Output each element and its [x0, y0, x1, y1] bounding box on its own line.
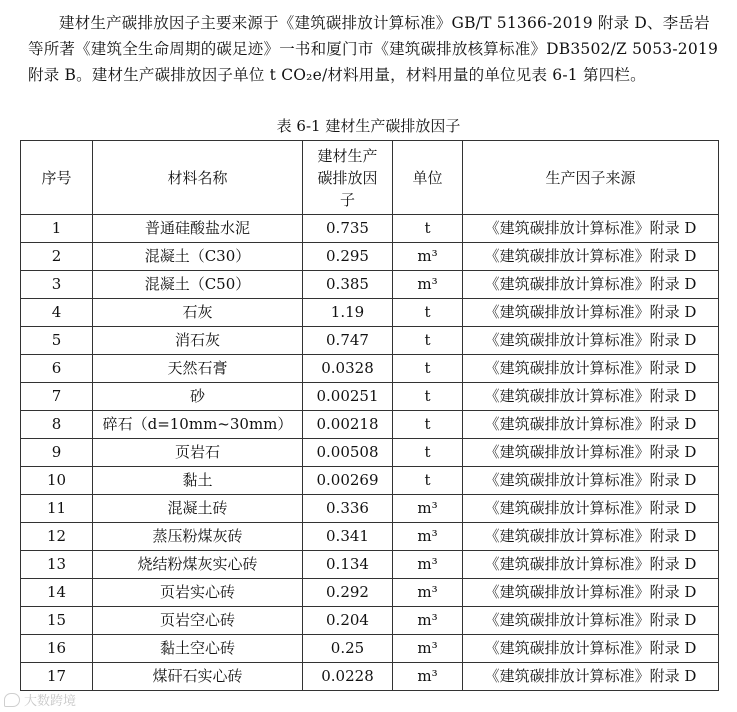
cell-unit: t: [393, 439, 463, 467]
table-header-row: [21, 141, 719, 215]
cell-index: 12: [21, 523, 93, 551]
cell-material: 混凝土砖: [93, 495, 303, 523]
cell-unit: m³: [393, 551, 463, 579]
cell-index: 3: [21, 271, 93, 299]
cell-source: 《建筑碳排放计算标准》附录 D: [463, 467, 719, 495]
cell-material: 蒸压粉煤灰砖: [93, 523, 303, 551]
cell-factor: 0.00269: [303, 467, 393, 495]
cell-material: 消石灰: [93, 327, 303, 355]
cell-factor: 0.385: [303, 271, 393, 299]
cell-index: 7: [21, 383, 93, 411]
cell-factor: 0.00218: [303, 411, 393, 439]
cell-factor: 0.341: [303, 523, 393, 551]
cell-unit: m³: [393, 635, 463, 663]
table-row: [21, 551, 719, 579]
cell-index: 10: [21, 467, 93, 495]
cell-material: 烧结粉煤灰实心砖: [93, 551, 303, 579]
cell-index: 15: [21, 607, 93, 635]
cell-factor: 0.0328: [303, 355, 393, 383]
cell-unit: m³: [393, 607, 463, 635]
cell-source: 《建筑碳排放计算标准》附录 D: [463, 411, 719, 439]
cell-unit: t: [393, 299, 463, 327]
cell-index: 9: [21, 439, 93, 467]
cell-unit: m³: [393, 663, 463, 691]
cell-factor: 0.204: [303, 607, 393, 635]
cell-source: 《建筑碳排放计算标准》附录 D: [463, 551, 719, 579]
table-row: [21, 523, 719, 551]
cell-material: 煤矸石实心砖: [93, 663, 303, 691]
cell-material: 石灰: [93, 299, 303, 327]
table-row: [21, 635, 719, 663]
cell-index: 17: [21, 663, 93, 691]
cell-index: 16: [21, 635, 93, 663]
cell-factor: 0.747: [303, 327, 393, 355]
cell-index: 13: [21, 551, 93, 579]
header-material: 材料名称: [93, 141, 303, 215]
table-row: [21, 411, 719, 439]
cell-material: 天然石膏: [93, 355, 303, 383]
cell-factor: 0.00251: [303, 383, 393, 411]
table-caption: 表 6-1 建材生产碳排放因子: [276, 117, 461, 135]
cell-unit: m³: [393, 579, 463, 607]
table-row: [21, 467, 719, 495]
cell-source: 《建筑碳排放计算标准》附录 D: [463, 215, 719, 243]
cell-index: 8: [21, 411, 93, 439]
table-body: [21, 215, 719, 691]
cell-index: 14: [21, 579, 93, 607]
cell-source: 《建筑碳排放计算标准》附录 D: [463, 383, 719, 411]
cell-material: 碎石（d=10mm~30mm）: [93, 411, 303, 439]
cell-material: 砂: [93, 383, 303, 411]
cell-material: 混凝土（C30）: [93, 243, 303, 271]
cell-source: 《建筑碳排放计算标准》附录 D: [463, 635, 719, 663]
cell-source: 《建筑碳排放计算标准》附录 D: [463, 327, 719, 355]
cell-source: 《建筑碳排放计算标准》附录 D: [463, 495, 719, 523]
table-row: [21, 355, 719, 383]
cell-factor: 0.292: [303, 579, 393, 607]
chat-bubble-icon: [4, 693, 20, 707]
cell-unit: t: [393, 215, 463, 243]
cell-material: 黏土: [93, 467, 303, 495]
table-row: [21, 327, 719, 355]
cell-unit: t: [393, 411, 463, 439]
watermark: [4, 690, 76, 709]
cell-factor: 0.134: [303, 551, 393, 579]
cell-source: 《建筑碳排放计算标准》附录 D: [463, 439, 719, 467]
cell-unit: t: [393, 327, 463, 355]
cell-source: 《建筑碳排放计算标准》附录 D: [463, 523, 719, 551]
cell-index: 11: [21, 495, 93, 523]
table-row: [21, 495, 719, 523]
table-row: [21, 299, 719, 327]
table-row: [21, 243, 719, 271]
cell-factor: 0.336: [303, 495, 393, 523]
cell-material: 页岩空心砖: [93, 607, 303, 635]
cell-unit: t: [393, 383, 463, 411]
cell-material: 混凝土（C50）: [93, 271, 303, 299]
header-source: 生产因子来源: [463, 141, 719, 215]
cell-material: 黏土空心砖: [93, 635, 303, 663]
intro-paragraph: 建材生产碳排放因子主要来源于《建筑碳排放计算标准》GB/T 51366-2019 附录 D、李岳岩等所著《建筑全生命周期的碳足迹》一书和厦门市《建筑碳排放核算标准》DB3502/Z 5053-2019 附录 B。建材生产碳排放因子单位 t CO₂e/材料用量，材料用量的单位见表 6-1 第四栏。: [28, 14, 719, 84]
table-row: [21, 663, 719, 691]
header-unit: 单位: [393, 141, 463, 215]
cell-source: 《建筑碳排放计算标准》附录 D: [463, 243, 719, 271]
cell-source: 《建筑碳排放计算标准》附录 D: [463, 271, 719, 299]
emission-factor-table: [20, 140, 719, 691]
cell-material: 普通硅酸盐水泥: [93, 215, 303, 243]
cell-factor: 0.25: [303, 635, 393, 663]
cell-factor: 0.735: [303, 215, 393, 243]
cell-index: 1: [21, 215, 93, 243]
header-index: 序号: [21, 141, 93, 215]
cell-index: 4: [21, 299, 93, 327]
cell-material: 页岩石: [93, 439, 303, 467]
cell-source: 《建筑碳排放计算标准》附录 D: [463, 607, 719, 635]
watermark-text: 大数跨境: [24, 694, 77, 709]
cell-unit: m³: [393, 495, 463, 523]
cell-source: 《建筑碳排放计算标准》附录 D: [463, 299, 719, 327]
cell-factor: 1.19: [303, 299, 393, 327]
table-row: [21, 607, 719, 635]
header-factor: 建材生产碳排放因子: [303, 141, 393, 215]
cell-unit: t: [393, 355, 463, 383]
cell-factor: 0.0228: [303, 663, 393, 691]
cell-source: 《建筑碳排放计算标准》附录 D: [463, 355, 719, 383]
cell-index: 5: [21, 327, 93, 355]
table-row: [21, 383, 719, 411]
table-row: [21, 579, 719, 607]
table-row: [21, 215, 719, 243]
cell-index: 2: [21, 243, 93, 271]
cell-factor: 0.295: [303, 243, 393, 271]
cell-source: 《建筑碳排放计算标准》附录 D: [463, 579, 719, 607]
cell-unit: m³: [393, 523, 463, 551]
cell-factor: 0.00508: [303, 439, 393, 467]
table-row: [21, 439, 719, 467]
cell-source: 《建筑碳排放计算标准》附录 D: [463, 663, 719, 691]
cell-index: 6: [21, 355, 93, 383]
cell-unit: m³: [393, 271, 463, 299]
cell-unit: m³: [393, 243, 463, 271]
cell-unit: t: [393, 467, 463, 495]
table-row: [21, 271, 719, 299]
cell-material: 页岩实心砖: [93, 579, 303, 607]
